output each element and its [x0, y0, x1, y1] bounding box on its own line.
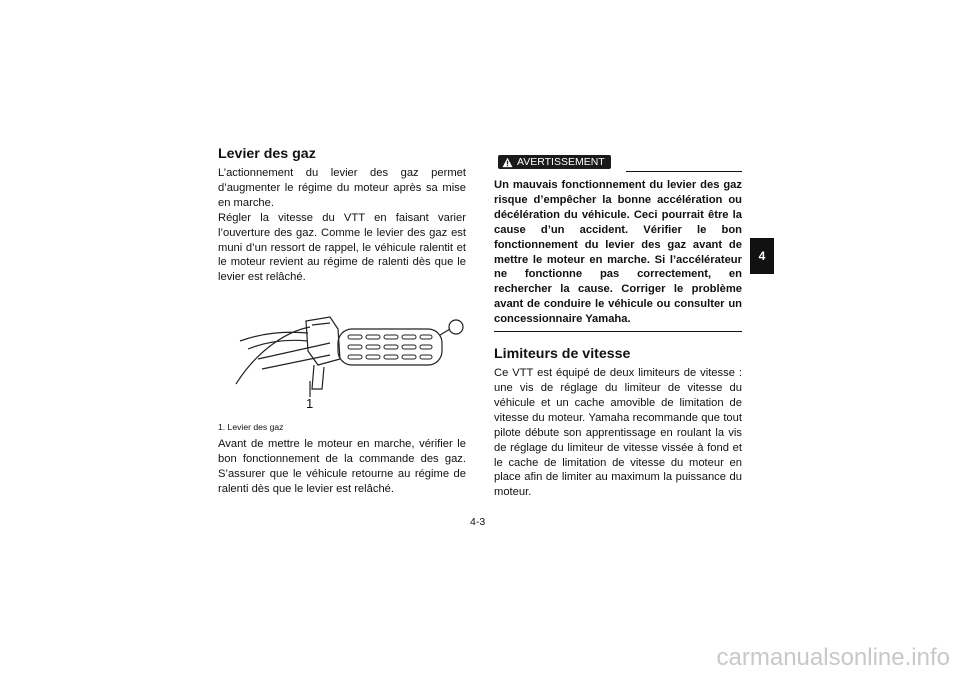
callout-number: 1 — [306, 396, 314, 412]
warning-text: Un mauvais fonctionnement du levier des gaz risque d’empêcher la bonne accélération ou décélération du véhicule. Ceci pourrait être la cause d’un accident. Vérifier le bon fonctionnement du levier des gaz avant de mettre le moteur en marche. Si l’accélérateur ne fonctionne pas correctement, en rechercher la cause. Corriger le problème avant de conduire le véhicule ou consulter un concessionnaire Yamaha. — [494, 179, 742, 326]
warning-badge — [498, 155, 611, 169]
figure-caption: 1. Levier des gaz — [218, 422, 284, 433]
hand-grip — [338, 329, 442, 365]
warning-bottom-rule — [494, 331, 742, 332]
bar-end — [449, 320, 463, 334]
throttle-lever-illustration — [218, 289, 466, 421]
page-number: 4-3 — [470, 516, 486, 528]
warning-header — [494, 152, 742, 174]
chapter-tab: 4 — [750, 238, 774, 274]
right-column — [494, 152, 742, 500]
section-heading-throttle: Levier des gaz — [218, 146, 316, 162]
section-heading-speed-limiters: Limiteurs de vitesse — [494, 346, 631, 363]
paragraph-throttle-intro: L’actionnement du levier des gaz permet d’augmenter le régime du moteur après sa mise en marche. — [218, 167, 466, 209]
handlebar-drawing — [218, 289, 466, 421]
left-column — [218, 146, 466, 497]
watermark-text: carmanualsonline.info — [716, 644, 950, 671]
warning-icon — [502, 157, 513, 168]
paragraph-speed-limiters: Ce VTT est équipé de deux limiteurs de vitesse : une vis de réglage du limiteur de vitesse du véhicule et un cache amovible de limitation de vitesse du moteur. Yamaha recommande que tout pilote débute son apprentissage en roulant la vis de réglage du limiteur de vitesse vissée à fond et le cache de limitation de vitesse du moteur en place afin de limiter au maximum la puissance du moteur. — [494, 367, 742, 499]
warning-top-rule — [626, 171, 742, 172]
paragraph-throttle-check: Avant de mettre le moteur en marche, vérifier le bon fonctionnement de la commande des gaz. S’assurer que le véhicule retourne au régime de ralenti dès que le levier est relâché. — [218, 438, 466, 495]
warning-label: AVERTISSEMENT — [517, 156, 605, 168]
throttle-lever — [312, 365, 324, 389]
paragraph-throttle-speed: Régler la vitesse du VTT en faisant varier l’ouverture des gaz. Comme le levier des gaz est muni d’un ressort de rappel, le véhicule ralentit et le moteur revient au régime de ralenti dès que le levier est relâché. — [218, 211, 466, 284]
